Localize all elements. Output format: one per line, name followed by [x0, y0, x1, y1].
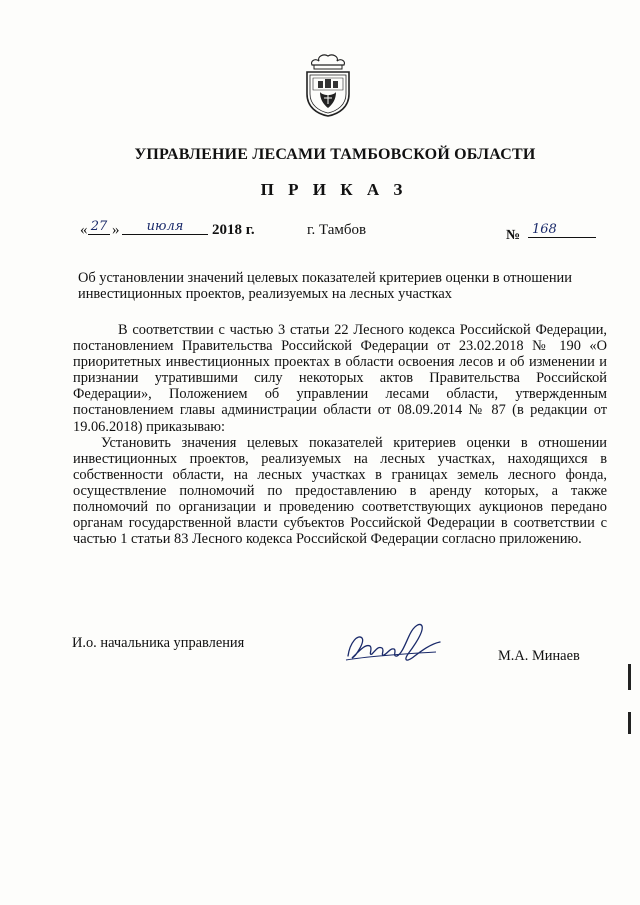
- body-paragraph-decision: Установить значения целевых показателей критериев оценки в отношении инвестиционных проектов, реализуемых на лесных участках, находящихся в собственности области, на лесных участках в границах земель лесного фонда, осуществление полномочий по предоставлению в аренду которых, а также полномочий по организации и проведению соответствующих аукционов передано органам государственной власти субъектов Российской Федерации в соответствии с частью 1 статьи 83 Лесного кодекса Российской Федерации согласно приложению.: [73, 434, 607, 548]
- city: г. Тамбов: [307, 222, 367, 238]
- coat-of-arms-icon: [303, 52, 353, 118]
- signer-title: И.о. начальника управления: [72, 635, 245, 651]
- order-body: [73, 322, 607, 547]
- date-close-quote: »: [112, 222, 120, 238]
- order-number: 168: [528, 222, 596, 238]
- order-number-label: №: [506, 228, 521, 243]
- order-subject: Об установлении значений целевых показателей критериев оценки в отношении инвестиционных проектов, реализуемых на лесных участках: [78, 270, 572, 302]
- scan-edge-mark: [628, 712, 631, 734]
- date-open-quote: «: [80, 222, 88, 238]
- organization-name: УПРАВЛЕНИЕ ЛЕСАМИ ТАМБОВСКОЙ ОБЛАСТИ: [134, 146, 536, 163]
- handwritten-signature: [340, 612, 460, 670]
- document-type: П Р И К А З: [260, 180, 408, 199]
- scan-edge-mark: [628, 664, 631, 690]
- date-month: июля: [122, 219, 208, 235]
- signer-name: М.А. Минаев: [498, 648, 580, 664]
- date-year: 2018 г.: [212, 222, 255, 238]
- date-day: 27: [88, 219, 110, 235]
- body-paragraph-preamble: В соответствии с частью 3 статьи 22 Лесного кодекса Российской Федерации, постановлением Правительства Российской Федерации от 23.02.2018 № 190 «О приоритетных инвестиционных проектах в области освоения лесов и об изменении и признании утратившими силу некоторых актов Правительства Российской Федерации», Положением об управлении лесами области, утвержденным постановлением главы администрации области от 08.09.2014 № 87 (в редакции от 19.06.2018) приказываю:: [73, 322, 607, 435]
